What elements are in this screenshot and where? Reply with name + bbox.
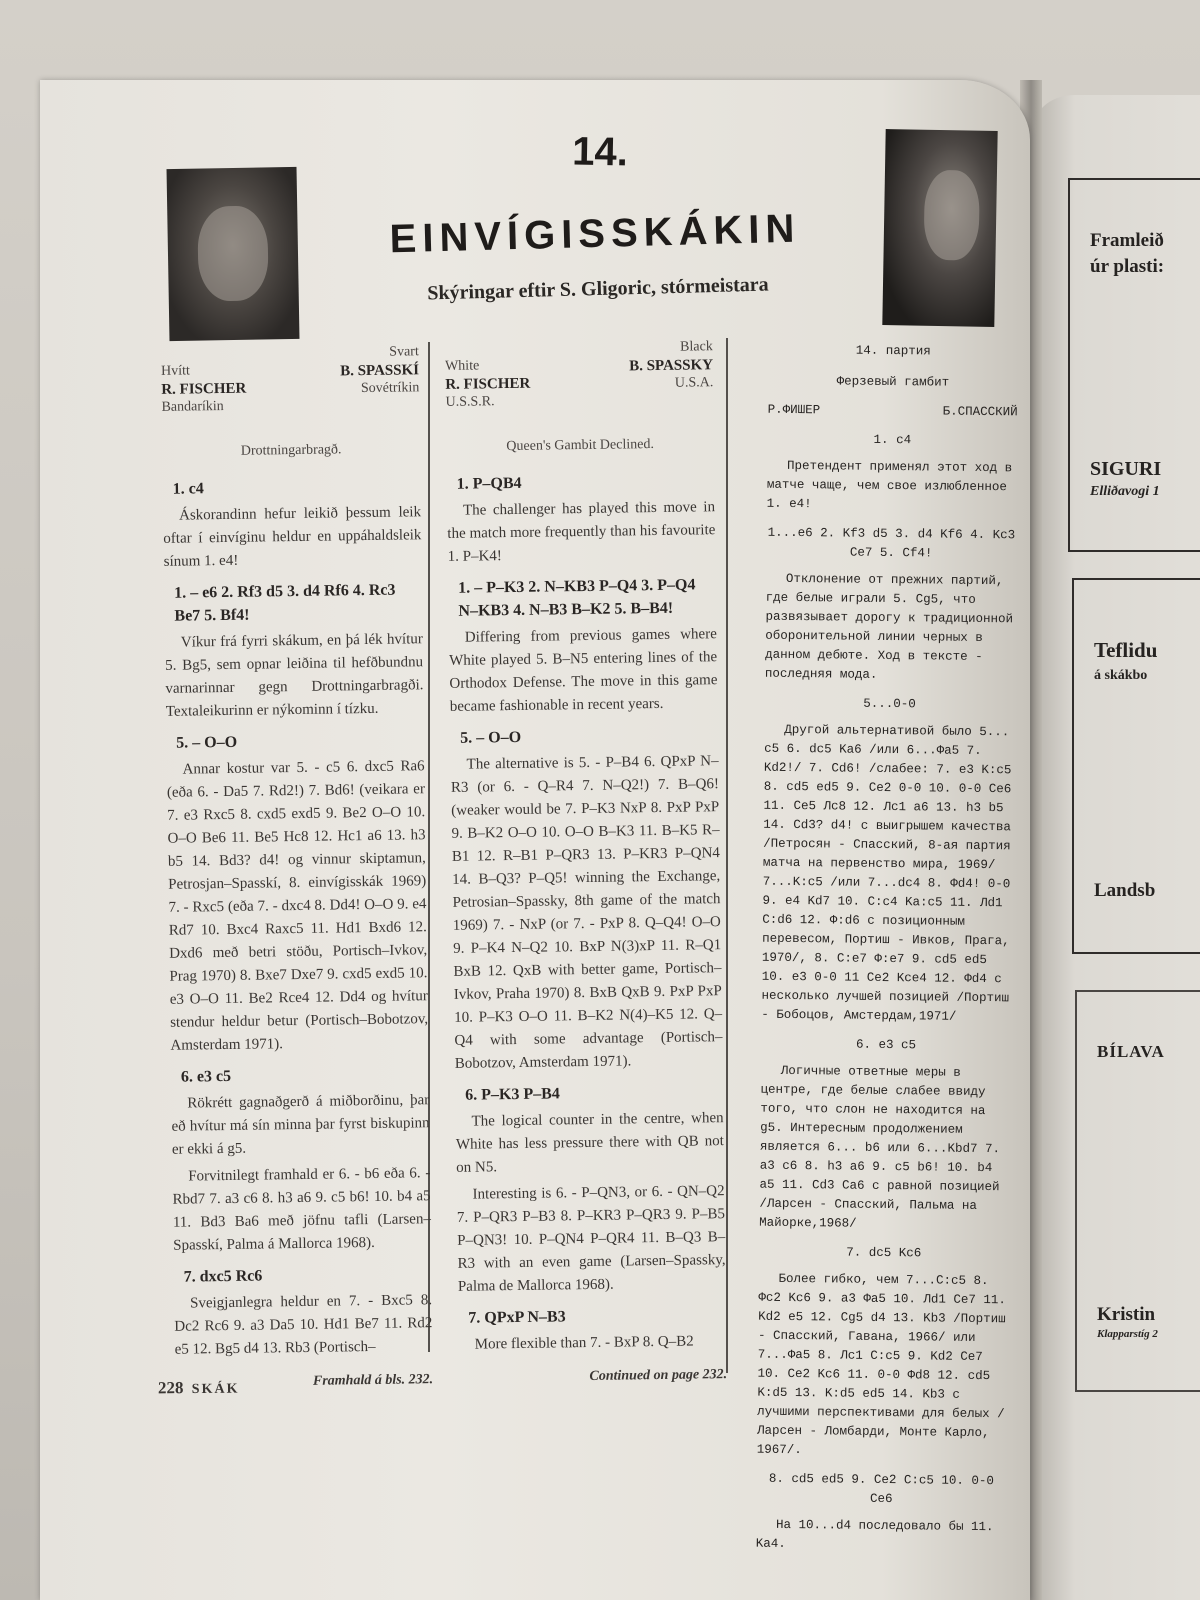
annotation: More flexible than 7. - BxP 8. Q–B2 [474, 1333, 694, 1353]
page-folio [158, 1378, 240, 1399]
annotation: Áskorandinn hefur leikið þessum leik oftar í einvíginu heldur en uppáhaldsleik sínum 1. e4! [163, 504, 422, 570]
portrait-spassky [167, 167, 300, 341]
ad-address: Klapparstíg 2 [1097, 1328, 1158, 1340]
ad-headline: Framleið [1090, 230, 1164, 251]
advertisement-box [1072, 578, 1200, 954]
icelandic-column [160, 343, 434, 1398]
white-name: R. FISCHER [161, 380, 247, 398]
ad-address: Elliðavogi 1 [1090, 484, 1160, 499]
annotation: Interesting is 6. - P–QN3, or 6. - QN–Q2 7. P–QR3 P–B3 8. P–KR3 P–QR3 9. P–B5 P–QN3! 10. P–QN4 P–QR4 11. B–Q3 B–R3 with an even game (Larsen–Spassky, Palma de Mallorca 1968). [456, 1183, 726, 1295]
move-heading: 7. dxc5 Rc6 [183, 1267, 263, 1286]
annotation: The challenger has played this move in the match more frequently than his favourite 1. P–K4! [447, 499, 716, 565]
annotation: Логичные ответные меры в центре, где белые слабее ввиду того, что слон не находится на g5. Интересным продолжением является 6... b6 или 6...Kbd7 7. a3 c6 8. h3 a6 9. c5 b6! 10. b4 a5 11. Cd3 Ca6 с равной позицией /Ларсен - Спасский, Пальма на Майорке,1968/ [759, 1063, 1001, 1231]
annotation: Víkur frá fyrri skákum, en þá lék hvítur 5. Bg5, sem opnar leiðina til hefðbundnu varnarinnar gegn Drottningarbragði. Textaleikurinn er nýkominn í tízku. [165, 631, 424, 720]
english-column [445, 338, 728, 1390]
move-heading: 5. – O–O [176, 733, 238, 752]
move-heading: 5...0-0 [863, 696, 916, 712]
ad-company: Kristin [1097, 1304, 1156, 1325]
players-header [445, 338, 714, 434]
white-player [445, 357, 531, 412]
annotation: Более гибко, чем 7...C:c5 8. Фc2 Kc6 9. a3 Фa5 10. Лd1 Ce7 11. Kd2 e5 12. Cg5 d4 13. Kb3 /Портиш - Спасский, Гавана, 1966/ или 7...Фa5 8. Лc1 C:c5 9. Kd2 Ce7 10. Ce2 Kc6 11. 0-0 Фd8 12. cd5 K:d5 13. K:d5 ed5 14. Kb3 с лучшими перспективами для белых /Ларсен - Ломбарди, Монте Карло, 1967/. [756, 1271, 1006, 1458]
white-country: Bandaríkin [161, 398, 224, 415]
move-heading: 6. e3 c5 [180, 1067, 232, 1086]
black-name: Б.СПАССКИЙ [942, 404, 1018, 420]
annotation: Differing from previous games where White played 5. B–N5 entering lines of the Orthodox Defense. The move in this game became fashionable in recent years. [449, 626, 718, 715]
russian-column [756, 341, 1019, 1563]
magazine-name: SKÁK [191, 1381, 240, 1398]
ad-headline: BÍLAVA [1097, 1042, 1165, 1061]
move-heading: 6. P–K3 P–B4 [465, 1085, 560, 1104]
white-name: R. FISCHER [445, 375, 531, 393]
white-label: Hvítt [160, 363, 190, 379]
annotation: На 10...d4 последовало бы 11. Ka4. [755, 1517, 994, 1551]
black-player [340, 343, 420, 398]
move-heading: 1. – P–K3 2. N–KB3 P–Q4 3. P–Q4 N–KB3 4. N–B3 B–K2 5. B–B4! [458, 576, 696, 620]
move-heading: 1. c4 [873, 432, 912, 448]
move-heading: 6. e3 c5 [855, 1037, 917, 1053]
page-number: 228 [157, 1378, 184, 1398]
ad-headline: á skákbo [1094, 668, 1148, 683]
move-heading: 5. – O–O [460, 728, 522, 747]
white-name: Р.ФИШЕР [767, 402, 821, 418]
black-name: B. SPASSKÍ [340, 362, 420, 380]
page-title: EINVÍGISSKÁKIN [389, 206, 801, 262]
opening-name: Drottningarbragð. [240, 442, 342, 459]
move-heading: 1. – e6 2. Rf3 d5 3. d4 Rf6 4. Rc3 Be7 5. Bf4! [174, 581, 396, 625]
ad-company: SIGURI [1090, 458, 1162, 480]
continued-note: Continued on page 232. [589, 1367, 728, 1385]
black-player [629, 338, 714, 393]
annotation: Другой альтернативой было 5... c5 6. dc5 Ka6 /или 6...Фa5 7. Kd2!/ 7. Cd6! /слабее: 7. e3 K:c5 8. cd5 ed5 9. Ce2 0-0 10. 0-0 Ce6 11. Ce5 Лc8 12. Лc1 a6 13. h3 b5 14. Cd3? d4! с выигрышем качества /Петросян - Спасский, 8-ая партия матча на первенство мира, 1969/ 7...K:c5 /или 7...dc4 8. Фd4! 0-0 9. e4 Kd7 10. C:c4 Ka:c5 11. Лd1 C:d6 12. Ф:d6 с позиционным перевесом, Портиш - Ивков, Прага, 1970/, 8. C:e7 Ф:e7 9. cd5 ed5 10. e3 0-0 11 Ce2 Kce4 12. Фd4 с несколько лучшей позицией /Портиш - Бобоцов, Амстердам,1971/ [761, 722, 1012, 1024]
move-heading: 1. P–QB4 [456, 474, 522, 493]
annotation: Rökrétt gagnaðgerð á miðborðinu, þar eð hvítur má sín minna þar fyrst biskupinn er ekki á g5. [171, 1092, 430, 1158]
white-label: White [444, 358, 480, 374]
game-number: 14. [571, 129, 629, 175]
annotation: The logical counter in the centre, when White has less pressure there with QB not on N5. [455, 1110, 724, 1176]
opening-name: Queen's Gambit Declined. [506, 437, 655, 455]
black-country: U.S.A. [674, 375, 714, 391]
column-divider [726, 338, 728, 1373]
players-header [768, 401, 1018, 423]
advertisement-box [1068, 178, 1200, 552]
page-subtitle: Skýringar eftir S. Gligoric, stórmeistara [427, 273, 769, 305]
annotation: Отклонение от прежних партий, где белые играли 5. Cg5, что развязывает дорогу к традиционной оборонительной линии черных в данном дебюте. Ход в тексте - последняя мода. [764, 571, 1014, 682]
move-heading: 1...e6 2. Kf3 d5 3. d4 Kf6 4. Kc3 Ce7 5. Cf4! [767, 525, 1016, 561]
opening-name: Ферзевый гамбит [836, 374, 950, 390]
annotation: Претендент применял этот ход в матче чаще, чем свое излюбленное 1. e4! [766, 458, 1013, 512]
advertisement-box [1075, 990, 1200, 1392]
white-player [161, 362, 247, 417]
move-heading: 7. dc5 Kc6 [846, 1245, 922, 1261]
ad-headline: úr plasti: [1090, 256, 1165, 277]
black-label: Black [680, 339, 713, 355]
move-heading: 7. QPxP N–B3 [468, 1308, 566, 1327]
game-title: 14. партия [855, 343, 931, 359]
white-country: U.S.S.R. [445, 394, 495, 410]
annotation: Annar kostur var 5. - c5 6. dxc5 Ra6 (eða 6. - Da5 7. Rd2!) 7. Bd6! (veikara er 7. e3 Rxc5 8. cxd5 exd5 9. Be2 O–O 10. O–O Be6 11. Be5 Hc8 12. Hc1 a6 13. h3 b5 14. Bd3? d4! og vinnur skiptamun, Petrosjan–Spasskí, 8. einvígisskák 1969) 7. - Rxc5 (eða 7. - dxc4 8. Dd4! O–O 9. e4 Rd7 10. Bxc4 Raxc5 11. Hd1 Bxd6 12. Dxd6 með betri stöðu, Portisch–Ivkov, Prag 1970) 8. Bxe7 Dxe7 9. cxd5 exd5 10. e3 O–O 11. Be2 Rce4 12. Dd4 og hvítur stendur heldur betur (Portisch–Bobotzov, Amsterdam 1971). [166, 758, 429, 1054]
annotation: Forvitnilegt framhald er 6. - b6 eða 6. - Rbd7 7. a3 c6 8. h3 a6 9. c5 b6! 10. b4 a5 11. Bd3 Ba6 með jöfnu tafli (Larsen–Spasskí, Palma á Mallorca 1968). [172, 1165, 432, 1254]
black-label: Svart [389, 344, 419, 360]
continued-note: Framhald á bls. 232. [312, 1372, 434, 1389]
annotation: The alternative is 5. - P–B4 6. QPxP N–R3 (or 6. - Q–R4 7. N–Q2!) 7. B–Q6! (weaker would be 7. P–K3 NxP 8. PxP PxP 9. B–K2 O–O 10. O–O B–K3 11. B–K5 R–B1 12. R–B1 P–QR3 13. P–KR3 P–QN4 14. B–Q3? P–Q5! winning the Exchange, Petrosian–Spassky, 8th game of the match 1969) 7. - NxP (or 7. - PxP 8. Q–Q4! O–O 9. P–K4 N–Q2 10. BxP N(3)xP 11. R–Q1 BxB 12. QxB with better game, Portisch–Ivkov, Praha 1970) 8. BxB QxB 9. PxP PxP 10. P–K3 O–O 11. B–K2 N(4)–K5 12. Q–Q4 with some advantage (Portisch–Bobotzov, Amsterdam 1971). [450, 753, 723, 1072]
players-header [161, 343, 420, 439]
move-heading: 1. c4 [172, 480, 204, 498]
ad-headline: Teflidu [1094, 638, 1158, 662]
portrait-fischer [882, 129, 997, 327]
black-name: B. SPASSKY [629, 357, 714, 375]
ad-company: Landsb [1094, 880, 1156, 901]
move-heading: 8. cd5 ed5 9. Ce2 C:c5 10. 0-0 Ce6 [768, 1471, 995, 1507]
annotation: Sveigjanlegra heldur en 7. - Bxc5 8. Dc2 Rc6 9. a3 Da5 10. Hd1 Be7 11. Rd2 e5 12. Bg5 d4 13. Rb3 (Portisch– [174, 1292, 433, 1358]
black-country: Sovétríkin [360, 380, 420, 397]
